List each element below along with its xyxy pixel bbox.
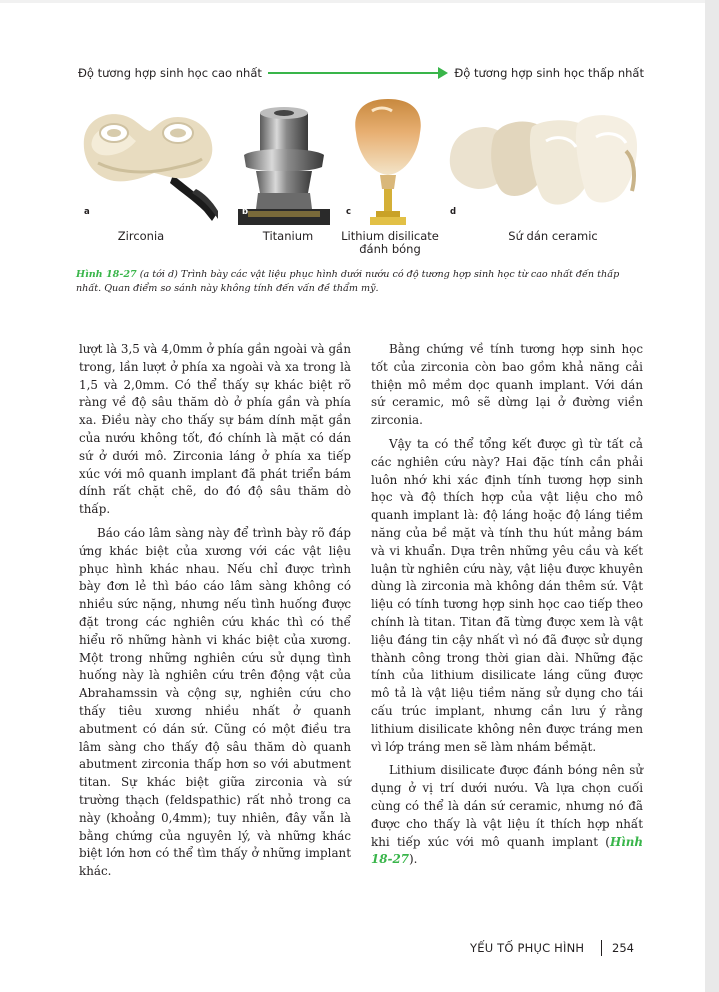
photo-lithium-disilicate bbox=[342, 97, 434, 225]
label-zirconia: Zirconia bbox=[117, 229, 165, 243]
right-paragraph-3-text: Lithium disilicate được đánh bóng nên sử dụng ở vị trí dưới nướu. Và lựa chọn cuối cùng có thể là dán sứ ceramic, nhưng nó đã được cho thấy là vật liệu ít thích hợp nhất khi tiếp xúc với mô quanh implant ( bbox=[371, 763, 643, 849]
label-ceramic-veneer: Sứ dán ceramic bbox=[508, 229, 598, 243]
panel-letter-c: c bbox=[346, 207, 352, 217]
footer-section-title: YẾU TỐ PHỤC HÌNH bbox=[470, 941, 585, 955]
left-paragraph-1: lượt là 3,5 và 4,0mm ở phía gần ngoài và gần trong, lần lượt ở phía xa ngoài và xa trong là 1,5 và 2,0mm. Có thể thấy sự khác biệt rõ ràng về độ sâu thăm dò ở phía gần và phía xa. Điều này cho thấy sự bám dính mặt gần của nướu không tốt, đó chính là mặt có dán sứ ở dưới mô. Zirconia láng ở phía xa tiếp xúc với mô quanh implant đã phát triển bám dính rất chặt chẽ, do đó độ sâu thăm dò thấp. bbox=[79, 342, 351, 517]
right-paragraph-3-end: ). bbox=[409, 852, 418, 867]
gradient-left-label: Độ tương hợp sinh học cao nhất bbox=[78, 66, 262, 80]
photo-zirconia bbox=[78, 97, 218, 225]
body-column-left bbox=[79, 341, 351, 881]
page-footer bbox=[470, 940, 640, 956]
figure-caption bbox=[76, 268, 646, 295]
caption-text: (a tới d) Trình bày các vật liệu phục hình dưới nướu có độ tương hợp sinh học từ cao nhất đến thấp nhất. Quan điểm so sánh này không tính đến vấn đề thẩm mỹ. bbox=[76, 269, 620, 294]
photo-titanium bbox=[238, 97, 330, 225]
inline-figure-ref[interactable]: Hình 18-27 bbox=[371, 834, 643, 867]
ceramic-veneer-image bbox=[446, 97, 644, 225]
label-titanium: Titanium bbox=[262, 229, 314, 243]
left-paragraph-2: Báo cáo lâm sàng này để trình bày rõ đáp ứng khác biệt của xương với các vật liệu phục hình khác nhau. Nếu chỉ được trình bày đơn lẻ thì báo cáo lâm sàng không có nhiều sức nặng, nhưng nếu tình huống được đặt trong các nghiên cứu khác thì có thể hiểu rõ những hành vi khác biệt của xương. Một trong những nghiên cứu sử dụng tình huống này là nghiên cứu trên động vật của Abrahamssin và cộng sự, nghiên cứu cho thấy tiêu xương nhiều nhất ở quanh abutment có dán sứ. Cũng có một điều tra lâm sàng cho thấy độ sâu thăm dò quanh abutment zirconia thấp hơn so với abutment titan. Sự khác biệt giữa zirconia và sứ trường thạch (feldspathic) rất nhỏ trong ca này (khoảng 0,4mm); tuy nhiên, đây vẫn là bằng chứng của nguyên lý, và những khác biệt lớn hơn có thể tìm thấy ở những implant khác. bbox=[79, 525, 351, 879]
lithium-disilicate-crown-image bbox=[342, 97, 434, 225]
right-paragraph-3 bbox=[371, 762, 643, 869]
right-paragraph-1: Bằng chứng về tính tương hợp sinh học tốt của zirconia còn bao gồm khả năng cải thiện mô mềm dọc quanh implant. Với dán sứ ceramic, mô sẽ dừng lại ở đường viền zirconia. bbox=[371, 342, 643, 428]
right-paragraph-2: Vậy ta có thể tổng kết được gì từ tất cả các nghiên cứu này? Hai đặc tính cần phải luôn nhớ khi xác định tính tương hợp sinh học và độ thích hợp của vật liệu cho mô quanh implant là: độ láng hoặc độ láng tiềm năng của bề mặt và tính thu hút mảng bám và vi khuẩn. Dựa trên những yêu cầu và kết luận từ nghiên cứu này, vật liệu được khuyên dùng là zirconia mà không dán thêm sứ. Vật liệu có tính tương hợp sinh học cao tiếp theo chính là titan. Titan đã từng được xem là vật liệu đáng tin cậy nhất vì nó đã được sử dụng thành công trong thời gian dài. Những đặc tính của lithium disilicate láng cũng được mô tả là vật liệu tiềm năng sử dụng cho tái cấu trúc implant, nhưng cần lưu ý rằng lithium disilicate không nên được tráng men vì lớp tráng men sẽ làm nhám bềmặt. bbox=[371, 436, 643, 754]
footer-divider bbox=[601, 940, 602, 956]
page-top-edge bbox=[0, 0, 719, 3]
titanium-abutment-image bbox=[238, 97, 330, 225]
footer-page-number: 254 bbox=[612, 941, 634, 955]
gradient-arrow-line bbox=[268, 72, 438, 74]
photo-ceramic-veneer bbox=[446, 97, 644, 225]
panel-letter-a: a bbox=[84, 207, 90, 217]
label-lithium-disilicate: Lithium disilicate đánh bóng bbox=[341, 229, 439, 256]
biocompatibility-gradient-header bbox=[78, 63, 644, 83]
panel-letter-d: d bbox=[450, 207, 457, 217]
gradient-right-label: Độ tương hợp sinh học thấp nhất bbox=[454, 66, 644, 80]
gradient-arrow-icon bbox=[438, 67, 448, 79]
zirconia-abutment-image bbox=[78, 97, 218, 225]
panel-letter-b: b bbox=[242, 207, 249, 217]
page-right-edge bbox=[705, 0, 719, 992]
caption-figure-ref: Hình 18-27 bbox=[76, 269, 137, 280]
body-column-right bbox=[371, 341, 643, 869]
